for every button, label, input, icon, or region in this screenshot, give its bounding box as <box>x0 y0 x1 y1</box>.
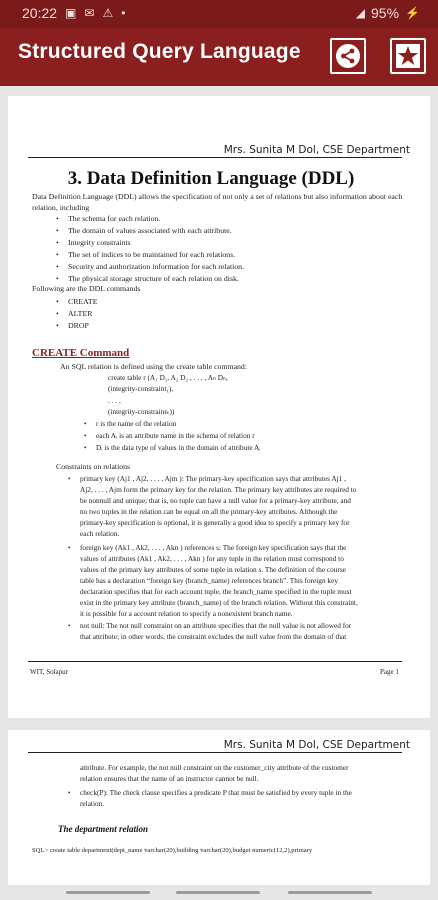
syntax-line: (integrity-constraintₖ)) <box>108 407 175 416</box>
nav-back-handle[interactable] <box>66 891 150 894</box>
fk-line: values of attributes (Ak1 , Ak2, . . . , Akn ) for any tuple in the relation must correspond to <box>80 554 344 563</box>
intro-paragraph: Data Definition Language (DDL) allows the specification of not only a set of relations but also information about each relation, including <box>32 192 403 212</box>
list-item: • The physical storage structure of each relation on disk. <box>68 274 239 283</box>
nn-line: that attribute; in other words, the constraint excludes the null value from the domain of that <box>80 632 347 641</box>
list-item: • ALTER <box>68 309 92 318</box>
nav-home-handle[interactable] <box>176 891 260 894</box>
app-title: Structured Query Language <box>18 40 301 63</box>
syntax-line: create table r (A₁ D₁, A₂ D₂ , . . . , Aₙ Dₙ, <box>108 373 228 382</box>
pk-line: • primary key (Aj1 , Aj2, . . . , Ajm ): The primary-key specification says that attributes Aj1 , <box>80 474 346 483</box>
check-line: • check(P): The check clause specifies a predicate P that must be satisfied by every tuple in the <box>80 788 352 797</box>
list-item: • The set of indices to be maintained for each relations. <box>68 250 235 259</box>
page-header-author: Mrs. Sunita M Dol, CSE Department <box>223 739 410 751</box>
list-item: • Security and authorization information for each relation. <box>68 262 244 271</box>
header-rule <box>28 752 402 753</box>
fk-line: it is possible for a account relation to specify a nonexistent branch name. <box>80 609 293 618</box>
gallery-icon: ▣ <box>65 6 77 20</box>
status-bar <box>0 0 438 28</box>
nn-line: relation ensures that the name of an instructor cannot be null. <box>80 774 259 783</box>
share-button[interactable] <box>330 38 366 74</box>
pdf-page-2 <box>8 730 430 888</box>
pk-line: be nonnull and unique; that is, no tuple can have a null value for a primary-key attribute, and <box>80 496 351 505</box>
message-icon: ✉ <box>84 6 95 20</box>
app-bar <box>0 28 438 86</box>
section-heading: CREATE Command <box>32 347 130 359</box>
status-right <box>356 5 420 21</box>
footer-right: Page 1 <box>380 668 399 676</box>
pk-line: each relation. <box>80 529 120 538</box>
fk-line: declaration specifies that for each account tuple, the branch_name specified in the tuple must <box>80 587 352 596</box>
star-icon <box>395 43 421 69</box>
syntax-line: . . . , <box>108 396 121 405</box>
list-item: • r is the name of the relation <box>96 419 176 428</box>
signal-icon: ◢ <box>355 6 366 20</box>
fk-line: values of the primary key attributes of some tuple in relation s. The definition of the course <box>80 565 346 574</box>
check-line: relation. <box>80 799 105 808</box>
favorite-button[interactable] <box>390 38 426 74</box>
commands-intro: Following are the DDL commands <box>32 284 141 293</box>
list-item: • each Aᵢ is an attribute name in the schema of relation r <box>96 431 255 440</box>
battery-charging-icon: ⚡ <box>405 6 420 20</box>
list-item: • DROP <box>68 321 89 330</box>
footer-left: WIT, Solapur <box>30 668 68 676</box>
alert-icon: ⚠ <box>102 6 114 20</box>
list-item: • The domain of values associated with each attribute. <box>68 226 232 235</box>
list-item: • Integrity constraints <box>68 238 131 247</box>
list-item: • The schema for each relation. <box>68 214 160 223</box>
footer-rule <box>28 661 402 662</box>
share-icon <box>335 43 361 69</box>
nn-line: attribute. For example, the not null constraint on the customer_city attribute of the customer <box>80 763 349 772</box>
syntax-line: (integrity-constraint₁), <box>108 384 174 393</box>
page-header-author: Mrs. Sunita M Dol, CSE Department <box>223 144 410 156</box>
fk-line: table has a declaration “foreign key (branch_name) references branch”. This foreign key <box>80 576 338 585</box>
nav-recents-handle[interactable] <box>288 891 372 894</box>
create-intro: An SQL relation is defined using the create table command: <box>60 362 247 371</box>
constraints-heading: Constraints on relations <box>56 462 131 471</box>
dot-icon: • <box>121 6 126 20</box>
pk-line: primary-key specification is optional, it is generally a good idea to specify a primary key for <box>80 518 350 527</box>
list-item: • CREATE <box>68 297 97 306</box>
fk-line: exist in the primary key attribute (branch_name) of the branch relation. Without this constraint, <box>80 598 358 607</box>
relation-heading: The department relation <box>58 824 148 834</box>
header-rule <box>28 157 402 158</box>
status-left <box>22 5 125 21</box>
status-time: 20:22 <box>22 5 58 21</box>
battery-percent: 95% <box>371 5 400 21</box>
sql-line: SQL> create table department(dept_name varchar(20),building varchar(20),budget numeric(12,2),primary <box>32 847 313 854</box>
pk-line: no two tuples in the relation can be equal on all the primary-key attributes. Although the <box>80 507 338 516</box>
nn-line: • not null: The not null constraint on an attribute specifies that the null value is not allowed for <box>80 621 351 630</box>
navigation-bar <box>0 885 438 900</box>
list-item: • Dᵢ is the data type of values in the domain of attribute Aᵢ <box>96 443 261 452</box>
page-title: 3. Data Definition Language (DDL) <box>67 168 355 189</box>
pk-line: Aj2, . . . , Ajm form the primary key for the relation. The primary key attributes are required to <box>80 485 357 494</box>
fk-line: • foreign key (Ak1 , Ak2, . . . , Akn ) references s: The foreign key specification says that the <box>80 543 346 552</box>
